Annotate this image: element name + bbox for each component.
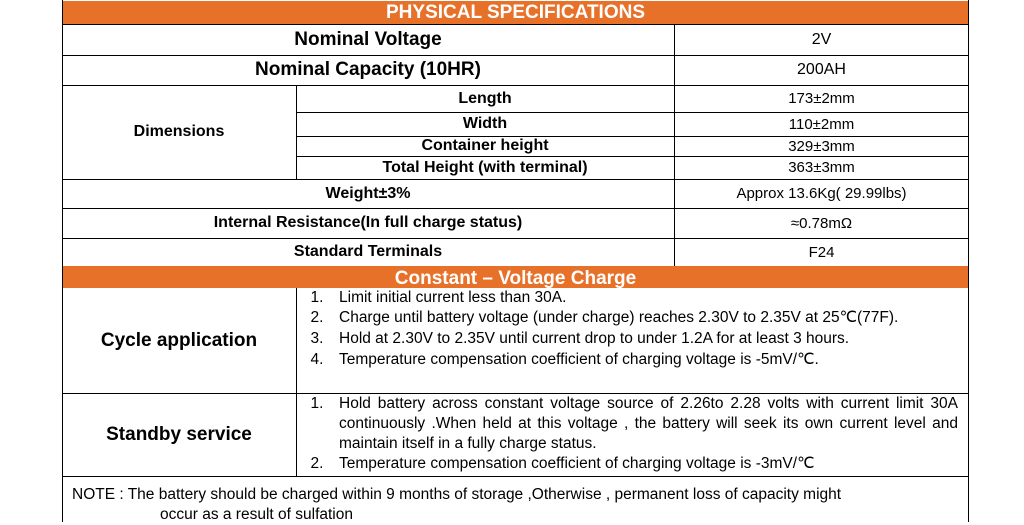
- nominal-capacity-value-text: 200AH: [797, 61, 846, 78]
- storage-note: [72, 485, 962, 525]
- list-item: [305, 454, 958, 474]
- table-divider-charge: [296, 288, 297, 476]
- list-item-text: Temperature compensation coefficient of charging voltage is -3mV/℃: [339, 455, 815, 472]
- constant-voltage-charge-header: [62, 266, 969, 288]
- weight-value: [674, 179, 969, 208]
- list-item-number: 1.: [310, 289, 324, 306]
- nominal-voltage-value-text: 2V: [811, 30, 832, 48]
- table-rule: [62, 179, 969, 180]
- standard-terminals-value: [674, 238, 969, 266]
- table-rule: [296, 112, 969, 113]
- cycle-application-label-text: Cycle application: [100, 329, 258, 351]
- table-border-right: [968, 0, 969, 522]
- dimension-width-value: [674, 112, 969, 136]
- dimension-container-height-value-text: 329±3mm: [788, 137, 855, 155]
- list-item-text: Hold battery across constant voltage source of 2.26to 2.28 volts with current limit 30A continuously .When held at this voltage , the battery will seek its own current level and maintain itself in a fully charge status.: [339, 395, 958, 452]
- table-rule: [62, 238, 969, 239]
- physical-specifications-title: PHYSICAL SPECIFICATIONS: [386, 2, 645, 23]
- dimension-container-height-label-text: Container height: [421, 137, 549, 154]
- nominal-capacity-value: [674, 55, 969, 85]
- table-divider-dimensions: [296, 85, 297, 179]
- table-rule: [296, 156, 969, 157]
- standby-service-label-text: Standby service: [106, 423, 252, 445]
- list-item-number: 4.: [310, 351, 324, 368]
- list-item-text: Hold at 2.30V to 2.35V until current drop to under 1.2A for at least 3 hours.: [339, 330, 850, 347]
- table-border-left: [62, 0, 63, 522]
- list-item: [305, 394, 958, 454]
- dimension-width-label: [296, 112, 674, 136]
- dimension-total-height-label: [296, 156, 674, 179]
- physical-specifications-header: [62, 1, 969, 24]
- list-item: [305, 288, 958, 307]
- internal-resistance-label: [62, 208, 674, 238]
- list-item-number: 3.: [310, 330, 324, 347]
- list-item-text: Limit initial current less than 30A.: [339, 289, 567, 306]
- weight-label: [62, 179, 674, 208]
- dimension-total-height-value-text: 363±3mm: [788, 159, 855, 176]
- dimension-length-value: [674, 85, 969, 112]
- list-item-number: 2.: [310, 455, 324, 472]
- dimension-width-value-text: 110±2mm: [788, 115, 855, 133]
- table-divider-value-column: [674, 24, 675, 266]
- cycle-application-label: [62, 288, 296, 393]
- weight-value-text: Approx 13.6Kg( 29.99lbs): [736, 185, 907, 202]
- dimensions-label-text: Dimensions: [133, 123, 225, 140]
- standby-service-list: [305, 394, 958, 476]
- table-rule: [62, 24, 969, 25]
- dimension-total-height-value: [674, 156, 969, 179]
- weight-label-text: Weight±3%: [325, 184, 411, 202]
- storage-note-line-2: occur as a result of sulfation: [160, 506, 353, 523]
- dimension-container-height-label: [296, 136, 674, 156]
- dimension-length-value-text: 173±2mm: [788, 90, 855, 107]
- dimension-length-label-text: Length: [458, 89, 512, 107]
- table-rule: [62, 55, 969, 56]
- dimension-length-label: [296, 85, 674, 112]
- standard-terminals-value-text: F24: [808, 243, 835, 261]
- constant-voltage-charge-title: Constant – Voltage Charge: [394, 268, 637, 288]
- list-item-text: Temperature compensation coefficient of charging voltage is -5mV/℃.: [339, 351, 819, 368]
- table-rule: [62, 85, 969, 86]
- standby-service-label: [62, 393, 296, 476]
- list-item: [305, 307, 958, 328]
- dimension-total-height-label-text: Total Height (with terminal): [382, 158, 588, 176]
- nominal-voltage-value: [674, 24, 969, 55]
- dimension-width-label-text: Width: [462, 115, 508, 132]
- dimension-container-height-value: [674, 136, 969, 156]
- list-item-text: Charge until battery voltage (under charge) reaches 2.30V to 2.35V at 25℃(77F).: [339, 309, 899, 326]
- list-item: [305, 328, 958, 349]
- list-item-number: 2.: [310, 309, 324, 326]
- internal-resistance-label-text: Internal Resistance(In full charge status): [213, 214, 523, 231]
- nominal-capacity-label-text: Nominal Capacity (10HR): [255, 59, 481, 80]
- nominal-capacity-label: [62, 55, 674, 85]
- internal-resistance-value: [674, 208, 969, 238]
- internal-resistance-value-text: ≈0.78mΩ: [790, 214, 853, 232]
- list-item-number: 1.: [310, 395, 324, 412]
- dimensions-label: [62, 85, 296, 179]
- standard-terminals-label: [62, 238, 674, 266]
- table-rule: [62, 208, 969, 209]
- table-rule: [296, 136, 969, 137]
- list-item: [305, 349, 958, 370]
- table-rule: [62, 476, 969, 477]
- table-rule: [62, 393, 969, 394]
- cycle-application-list: [305, 288, 958, 393]
- storage-note-line-1: NOTE : The battery should be charged within 9 months of storage ,Otherwise , permanent loss of capacity might: [72, 486, 842, 503]
- standard-terminals-label-text: Standard Terminals: [293, 243, 443, 260]
- nominal-voltage-label-text: Nominal Voltage: [294, 28, 442, 50]
- nominal-voltage-label: [62, 24, 674, 55]
